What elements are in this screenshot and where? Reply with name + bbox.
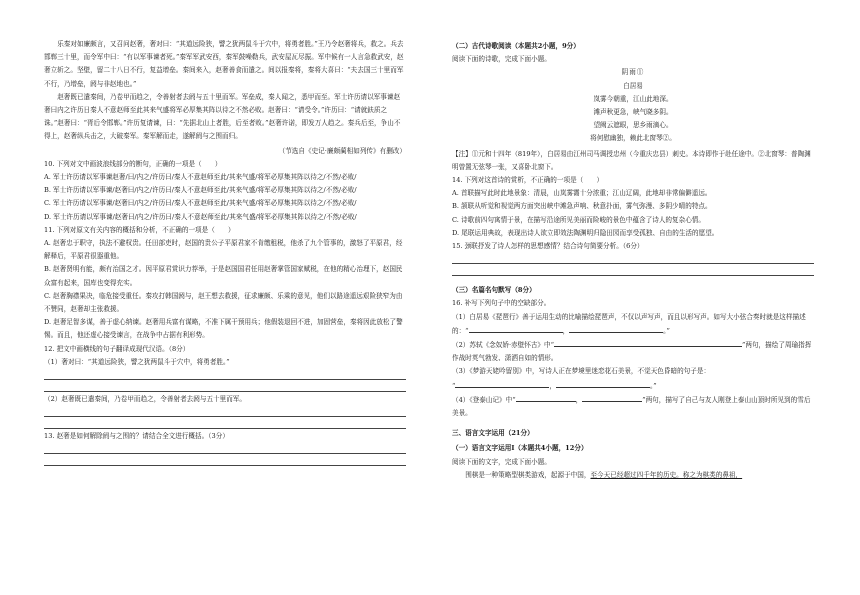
fill-blank[interactable]: [569, 324, 663, 333]
question-10: 10. 下列对文中画波浪线部分的断句，正确的一项是（ ）: [44, 159, 222, 168]
fill-blank[interactable]: [469, 324, 563, 333]
q12-sentence-1: （1）奢对曰：“其道远险狭，譬之犹两鼠斗于穴中，将勇者胜。”: [44, 357, 230, 366]
left-column: [44, 38, 406, 467]
q10-option-b: B. 军士许历请以军事谏/赵奢曰/内之/许历曰/秦人不意赵师至此/其来气盛/将军必厚集其阵以待之/不然/必败/: [44, 186, 357, 195]
q14-option-b: B. 颔联从听觉和视觉两方面突出峡中滩急声响、秋意扑面，雾气弥漫、多阴少晴的特点。: [452, 202, 712, 211]
section-language-title: 三、语言文字运用（21分）: [452, 429, 534, 438]
passage-source: （节选自《史记·廉颇蔺相如列传》有删改）: [278, 146, 406, 155]
poem-title: 阴雨①: [621, 68, 645, 77]
q11-option-a: A. 赵奢忠于职守，执法不避权贵。任田部吏时，赵国的贵公子平原君家不肯缴租税，他杀了九个管事的，激怒了平原君，经解释后，平原君很器重他。: [44, 239, 403, 261]
fill-blank[interactable]: [582, 393, 642, 402]
passage-paragraph: 赵奢既已遣秦间，乃卷甲而趋之，令善射者去阏与五十里而军。军垒成，秦人闻之，悉甲而至。军士许历请以军事谏赵奢曰内之许历日秦人不意赵师至此其来气盛将军必厚集其阵以待之不然必败。赵奢曰：“请受令。”许历曰：“请就鈇质之诛。”赵奢曰：“胥后令邯郸。”许历复请谏，曰：“先据北山上者胜，后至者败。”赵奢许诺，即发万人趋之。秦兵后至，争山不得上，赵奢纵兵击之，大破秦军。秦军解而走，遂解阏与之围而归。: [44, 92, 401, 141]
q16-item-2: （2）苏轼《念奴娇·赤壁怀古》中“ ”两句，描绘了周瑜指挥作战时英气勃发、潇洒自如的情形。: [452, 338, 814, 365]
question-14: 14. 下列对这首诗的赏析，不正确的一项是（ ）: [452, 176, 604, 185]
answer-line[interactable]: [44, 406, 406, 417]
answer-line[interactable]: [452, 253, 814, 264]
q11-option-b: B. 赵奢贤明有能，颇有治国之才。因平原君赏识力荐举，于是赵国国君任用赵奢掌管国家赋税，在他的精心治理下，赵国民众富有起来，国库也变得充实。: [44, 265, 403, 287]
poem-line: 将何慰幽独，赖此北窗琴②。: [590, 134, 676, 143]
question-16: 16. 补写下列句子中的空缺部分。: [452, 299, 551, 308]
poem: [452, 66, 814, 145]
answer-line[interactable]: [44, 381, 406, 392]
section-language-subtitle: （一）语言文字运用Ⅰ（本题共4小题，12分）: [452, 444, 588, 453]
q11-option-c: C. 赵奢胸襟果决，临危接受重任。秦攻打韩国阏与，赵王想去救援，征求廉颇、乐乘的意见，他们以路途遥远艰险狭窄为由不赞同，赵奢却主张救援。: [44, 291, 403, 314]
passage-paragraph: 乐秦对如廉颇言，又召问赵奢，奢对曰：“其道远险狭，譬之犹两鼠斗于穴中，将勇者胜。”王乃令赵奢将兵，救之。兵去邯郸三十里，而令军中曰：“有以军事谏者死。”秦军军武安西，秦军鼓噪勒兵，武安屋瓦尽振。军中候有一人言急救武安，赵奢立斩之。坚壁，留二十八日不行，复益增垒。秦间来入，赵奢善食而遣之。间以报秦将，秦将大喜曰：“夫去国三十里而军不行，乃增垒，阏与非赵地也。”: [44, 40, 404, 88]
q14-option-d: D. 尾联运用典故，表现出诗人欲立即效法陶渊明归隐田园而享受孤独、自由的生活的愿望。: [452, 228, 719, 237]
poem-note: 【注】①元和十四年（819年），白居易由江州司马调授忠州（今重庆忠县）刺史。本诗即作于赴任途中。②北窗琴：普陶渊明曾置无弦琴一张，又喜卧北窗下。: [452, 149, 811, 171]
fill-blank[interactable]: [556, 379, 650, 388]
q14-option-a: A. 首联描写此时此地景象：清晨，山岚雾霭十分浓重；江山辽阔，此地却非常偏僻遥远。: [452, 189, 712, 198]
right-column: [452, 38, 814, 482]
poem-line: 滩声秋更急，峡气晓多阴。: [593, 108, 673, 117]
section-recitation-title: （三）名篇名句默写（8分）: [452, 286, 536, 295]
q16-item-3: （3）《梦游天姥吟留别》中，写诗人正在梦境里迷恋花石美景，不觉天色昏暗的句子是： “ ， 。”: [452, 367, 711, 390]
question-13: 13. 赵奢是如何解除阏与之围的？请结合全文进行概括。（3分）: [44, 432, 229, 441]
poem-author: 白居易: [623, 81, 643, 90]
q16-item-1: （1）白居易《琵琶行》善于运用生动的比喻描绘琵琶声，不仅以声写声，而且以形写声。如写大小弦合奏时就是这样描述的：“ ， 。”: [452, 312, 806, 335]
q12-sentence-2: （2）赵奢既已遣秦间，乃卷甲而趋之，令善射者去阏与五十里而军。: [44, 395, 247, 404]
fill-blank[interactable]: [516, 393, 576, 402]
section-poetry-intro: 阅读下面的诗歌，完成下面小题。: [452, 55, 551, 64]
poem-line: 望阙云遮眼，思乡雨滴心。: [593, 121, 673, 130]
language-passage: 围棋是一种策略型棋类游戏，起源于中国，至今天已经超过四千年的历史。称之为棋类的鼻祖，: [465, 470, 743, 479]
answer-line[interactable]: [44, 443, 406, 454]
q10-option-a: A. 军士许历请以军事谏赵奢/曰/内之/许历曰/秦人不意赵师至此/其来气盛/将军必厚集其阵以待之/不然/必败/: [44, 173, 357, 182]
fill-blank[interactable]: [455, 379, 549, 388]
fill-blank[interactable]: [648, 338, 742, 347]
question-15: 15. 颈联抒发了诗人怎样的思想感情？结合诗句简要分析。（6分）: [452, 242, 644, 251]
question-11: 11. 下列对原文有关内容的概括和分析，不正确的一项是（ ）: [44, 225, 235, 234]
q10-option-d: D. 军士许历请以军事谏/赵奢曰/内之/许历曰/秦人不意赵师至此/其来气盛/将军必厚集其阵以待之/不然/必败/: [44, 212, 357, 221]
answer-line[interactable]: [44, 418, 406, 429]
section-language-intro: 阅读下面的文字，完成下面小题。: [452, 457, 551, 466]
q14-option-c: C. 诗歌前四句寓情于景，在描写沿途所见美丽而险峻的景色中蕴含了诗人的复杂心情。: [452, 215, 705, 224]
section-poetry-title: （二）古代诗歌阅读（本题共2小题，9分）: [452, 42, 580, 50]
answer-line[interactable]: [44, 455, 406, 466]
q10-option-c: C. 军士许历请以军事谏/赵奢曰/内之/许历曰/秦人不意赵师至此/其来气盛/将军必厚集其阵以待之/不然/必败/: [44, 199, 357, 208]
fill-blank[interactable]: [554, 338, 648, 347]
question-12: 12. 把文中画横线的句子翻译成现代汉语。（8分）: [44, 344, 190, 353]
q11-option-d: D. 赵奢足智多谋，善于虚心纳谏。赵奢用兵富有谋略，不准下属干预用兵；他假装退回不进，加固营垒，秦将因此放松了警惕。而且，他还虚心接受谏言，在战争中占据有利形势。: [44, 318, 403, 340]
answer-line[interactable]: [44, 369, 406, 380]
poem-line: 岚雾今朝重，江山此地深。: [593, 94, 673, 103]
q16-item-4: （4）《登泰山记》中“ ， ”两句，描写了自己与友人刚登上泰山山顶时所见到的雪后美景。: [452, 393, 814, 420]
answer-line[interactable]: [452, 265, 814, 276]
